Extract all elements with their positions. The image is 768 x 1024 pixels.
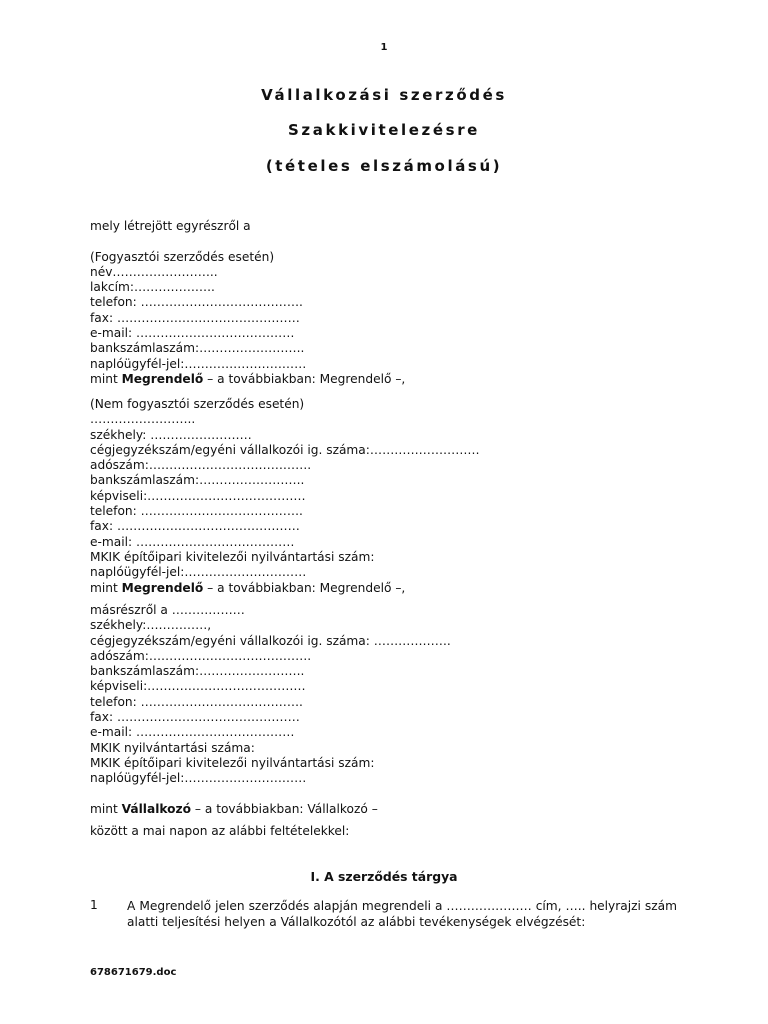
field-line: bankszámlaszám:…………………….. [90, 664, 305, 679]
nonconsumer-party-block [90, 397, 480, 596]
field-line: e-mail: ………………………………… [90, 725, 295, 740]
case-note: (Nem fogyasztói szerződés esetén) [90, 397, 305, 411]
field-line: név…………………….. [90, 264, 218, 279]
role-suffix: – a továbbiakban: Megrendelő –, [203, 371, 406, 386]
paragraph-number: 1 [90, 898, 98, 912]
role-prefix: mint [90, 580, 122, 595]
field-line: bankszámlaszám:…………………….. [90, 341, 305, 356]
between-clause: között a mai napon az alábbi feltételekkel: [90, 824, 350, 838]
consumer-party-block [90, 219, 405, 387]
field-line: MKIK építőipari kivitelezői nyilvántartási szám: [90, 755, 375, 770]
role-prefix: mint [90, 371, 122, 386]
field-line: telefon: …………………………………. [90, 504, 303, 519]
field-line: lakcím:……………….. [90, 280, 215, 295]
field-line: fax: ……………………………………… [90, 310, 300, 325]
document-subtitle-qualifier: (tételes elszámolású) [265, 157, 503, 175]
field-line: MKIK építőipari kivitelezői nyilvántartási szám: [90, 549, 375, 564]
field-line: naplóügyfél-jel:………………………… [90, 771, 307, 786]
role-line [90, 802, 451, 817]
field-line: telefon: …………………………………. [90, 295, 303, 310]
field-line: fax: ……………………………………… [90, 519, 300, 534]
role-suffix: – a továbbiakban: Megrendelő –, [203, 580, 406, 595]
case-note: (Fogyasztói szerződés esetén) [90, 249, 275, 264]
role-line [90, 581, 480, 596]
section-heading: I. A szerződés tárgya [310, 869, 458, 884]
paragraph-text: A Megrendelő jelen szerződés alapján megrendeli a ………………… cím, ….. helyrajzi szám alatti teljesítési helyen a Vállalkozótól az alábbi tevékenységek elvégzését: [127, 899, 677, 929]
field-line: cégjegyzékszám/egyéni vállalkozói ig. száma:……………………… [90, 442, 480, 457]
field-line: e-mail: ………………………………… [90, 534, 295, 549]
field-line: telefon: …………………………………. [90, 694, 303, 709]
role-prefix: mint [90, 801, 122, 816]
role-name: Megrendelő [121, 371, 204, 386]
footer-filename: 678671679.doc [90, 967, 177, 978]
field-line: adószám:…………………………………. [90, 458, 312, 473]
document-subtitle: Szakkivitelezésre [288, 121, 480, 139]
field-line: képviseli:………………………………… [90, 679, 306, 694]
page-number: 1 [380, 42, 388, 53]
field-line: székhely:……………, [90, 618, 212, 633]
contractor-party-block [90, 603, 451, 817]
role-suffix: – a továbbiakban: Vállalkozó – [191, 801, 378, 816]
field-line: e-mail: ………………………………… [90, 326, 295, 341]
field-line: cégjegyzékszám/egyéni vállalkozói ig. száma: ………………. [90, 633, 451, 648]
field-line: naplóügyfél-jel:………………………… [90, 565, 307, 580]
document-title: Vállalkozási szerződés [261, 86, 507, 104]
role-line [90, 372, 405, 387]
role-name: Megrendelő [121, 580, 204, 595]
party-intro: másrészről a ……………… [90, 603, 245, 617]
field-line: adószám:…………………………………. [90, 648, 312, 663]
field-line: …………………….. [90, 412, 196, 427]
field-line: bankszámlaszám:…………………….. [90, 473, 305, 488]
field-line: székhely: ……………………. [90, 427, 252, 442]
party-intro: mely létrejött egyrészről a [90, 219, 251, 233]
field-line: fax: ……………………………………… [90, 710, 300, 725]
field-line: MKIK nyilvántartási száma: [90, 740, 255, 755]
field-line: képviseli:………………………………… [90, 488, 306, 503]
field-line: naplóügyfél-jel:………………………… [90, 356, 307, 371]
role-name: Vállalkozó [121, 801, 192, 816]
